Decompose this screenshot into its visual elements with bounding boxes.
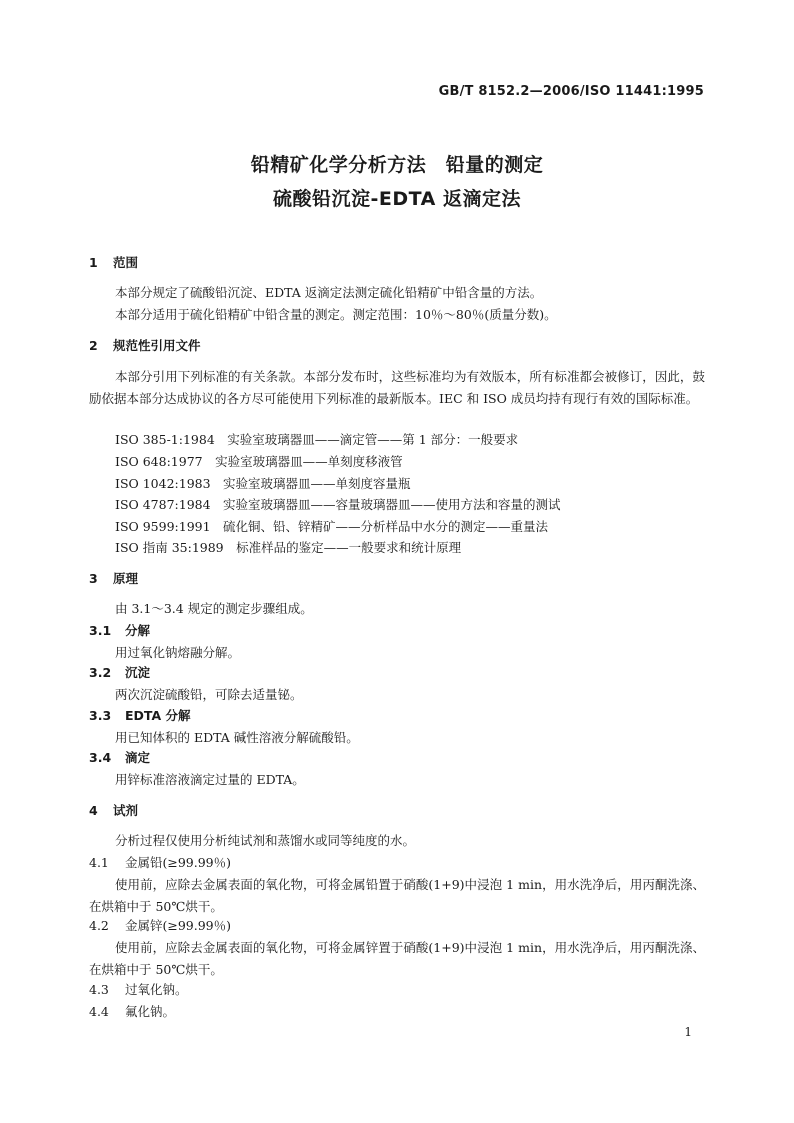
section-2-heading: [89, 336, 201, 354]
subsection-3-2-heading: [89, 663, 150, 681]
reference-item: ISO 指南 35:1989 标准样品的鉴定——一般要求和统计原理: [115, 540, 462, 555]
subsection-3-1-heading: [89, 621, 150, 639]
subsection-3-4-heading: [89, 748, 150, 766]
section-3-heading: [89, 569, 138, 587]
page-number: 1: [684, 1025, 692, 1039]
item-4-1-text: 使用前，应除去金属表面的氧化物，可将金属铅置于硝酸(1+9)中浸泡 1 min，用水洗净后，用丙酮洗涤、在烘箱中于 50℃烘干。: [89, 877, 705, 914]
reference-item: ISO 1042:1983 实验室玻璃器皿——单刻度容量瓶: [115, 476, 411, 491]
subsection-title: 沉淀: [125, 665, 151, 680]
item-4-4-heading: [89, 1002, 175, 1020]
item-4-1-heading: [89, 853, 231, 871]
subsection-3-4-text: 用锌标准溶液滴定过量的 EDTA。: [115, 772, 305, 787]
item-4-2-text: 使用前，应除去金属表面的氧化物，可将金属锌置于硝酸(1+9)中浸泡 1 min，用水洗净后，用丙酮洗涤、在烘箱中于 50℃烘干。: [89, 940, 705, 977]
section-3-number: 3: [89, 571, 98, 586]
item-title: 氟化钠。: [125, 1004, 176, 1019]
subsection-number: 3.2: [89, 665, 112, 680]
section-3-title: 原理: [113, 571, 139, 586]
item-4-2-heading: [89, 916, 231, 934]
reference-item: ISO 4787:1984 实验室玻璃器皿——容量玻璃器皿——使用方法和容量的测试: [115, 497, 561, 512]
title-line-1: 铅精矿化学分析方法 铅量的测定: [250, 154, 544, 176]
item-number: 4.2: [89, 918, 109, 933]
item-title: 过氧化钠。: [125, 982, 188, 997]
reference-item: ISO 9599:1991 硫化铜、铅、锌精矿——分析样品中水分的测定——重量法: [115, 519, 549, 534]
section-1-heading: [89, 253, 138, 271]
title-line-2: 硫酸铅沉淀-EDTA 返滴定法: [273, 188, 521, 210]
item-title: 金属铅(≥99.99％): [125, 855, 232, 870]
section-2-title: 规范性引用文件: [113, 338, 201, 353]
section-4-title: 试剂: [113, 803, 139, 818]
section-1-number: 1: [89, 255, 98, 270]
item-title: 金属锌(≥99.99％): [125, 918, 232, 933]
item-number: 4.4: [89, 1004, 109, 1019]
reference-item: ISO 385-1:1984 实验室玻璃器皿——滴定管——第 1 部分：一般要求: [115, 432, 519, 447]
section-2-number: 2: [89, 338, 98, 353]
section-1-para-1: 本部分规定了硫酸铅沉淀、EDTA 返滴定法测定硫化铅精矿中铅含量的方法。: [115, 285, 543, 300]
subsection-3-1-text: 用过氧化钠熔融分解。: [115, 645, 241, 660]
subsection-title: 滴定: [125, 750, 151, 765]
section-1-para-2: 本部分适用于硫化铅精矿中铅含量的测定。测定范围：10％～80％(质量分数)。: [115, 307, 557, 322]
subsection-3-3-text: 用已知体积的 EDTA 碱性溶液分解硫酸铅。: [115, 730, 359, 745]
section-2-intro: 本部分引用下列标准的有关条款。本部分发布时，这些标准均为有效版本，所有标准都会被修订，因此，鼓励依据本部分达成协议的各方尽可能使用下列标准的最新版本。IEC 和 ISO 成员均持有现行有效的国际标准。: [89, 369, 705, 406]
subsection-number: 3.1: [89, 623, 112, 638]
standard-code: GB/T 8152.2—2006/ISO 11441:1995: [438, 84, 704, 99]
subsection-title: EDTA 分解: [125, 708, 191, 723]
subsection-title: 分解: [125, 623, 151, 638]
item-number: 4.1: [89, 855, 109, 870]
section-4-number: 4: [89, 803, 98, 818]
section-1-title: 范围: [113, 255, 139, 270]
subsection-number: 3.3: [89, 708, 112, 723]
item-number: 4.3: [89, 982, 109, 997]
reference-item: ISO 648:1977 实验室玻璃器皿——单刻度移液管: [115, 454, 403, 469]
section-4-intro: 分析过程仅使用分析纯试剂和蒸馏水或同等纯度的水。: [115, 833, 416, 848]
subsection-3-3-heading: [89, 706, 191, 724]
subsection-3-2-text: 两次沉淀硫酸铅，可除去适量铋。: [115, 687, 303, 702]
item-4-3-heading: [89, 980, 188, 998]
section-3-intro: 由 3.1～3.4 规定的测定步骤组成。: [115, 601, 313, 616]
section-4-heading: [89, 801, 138, 819]
subsection-number: 3.4: [89, 750, 112, 765]
